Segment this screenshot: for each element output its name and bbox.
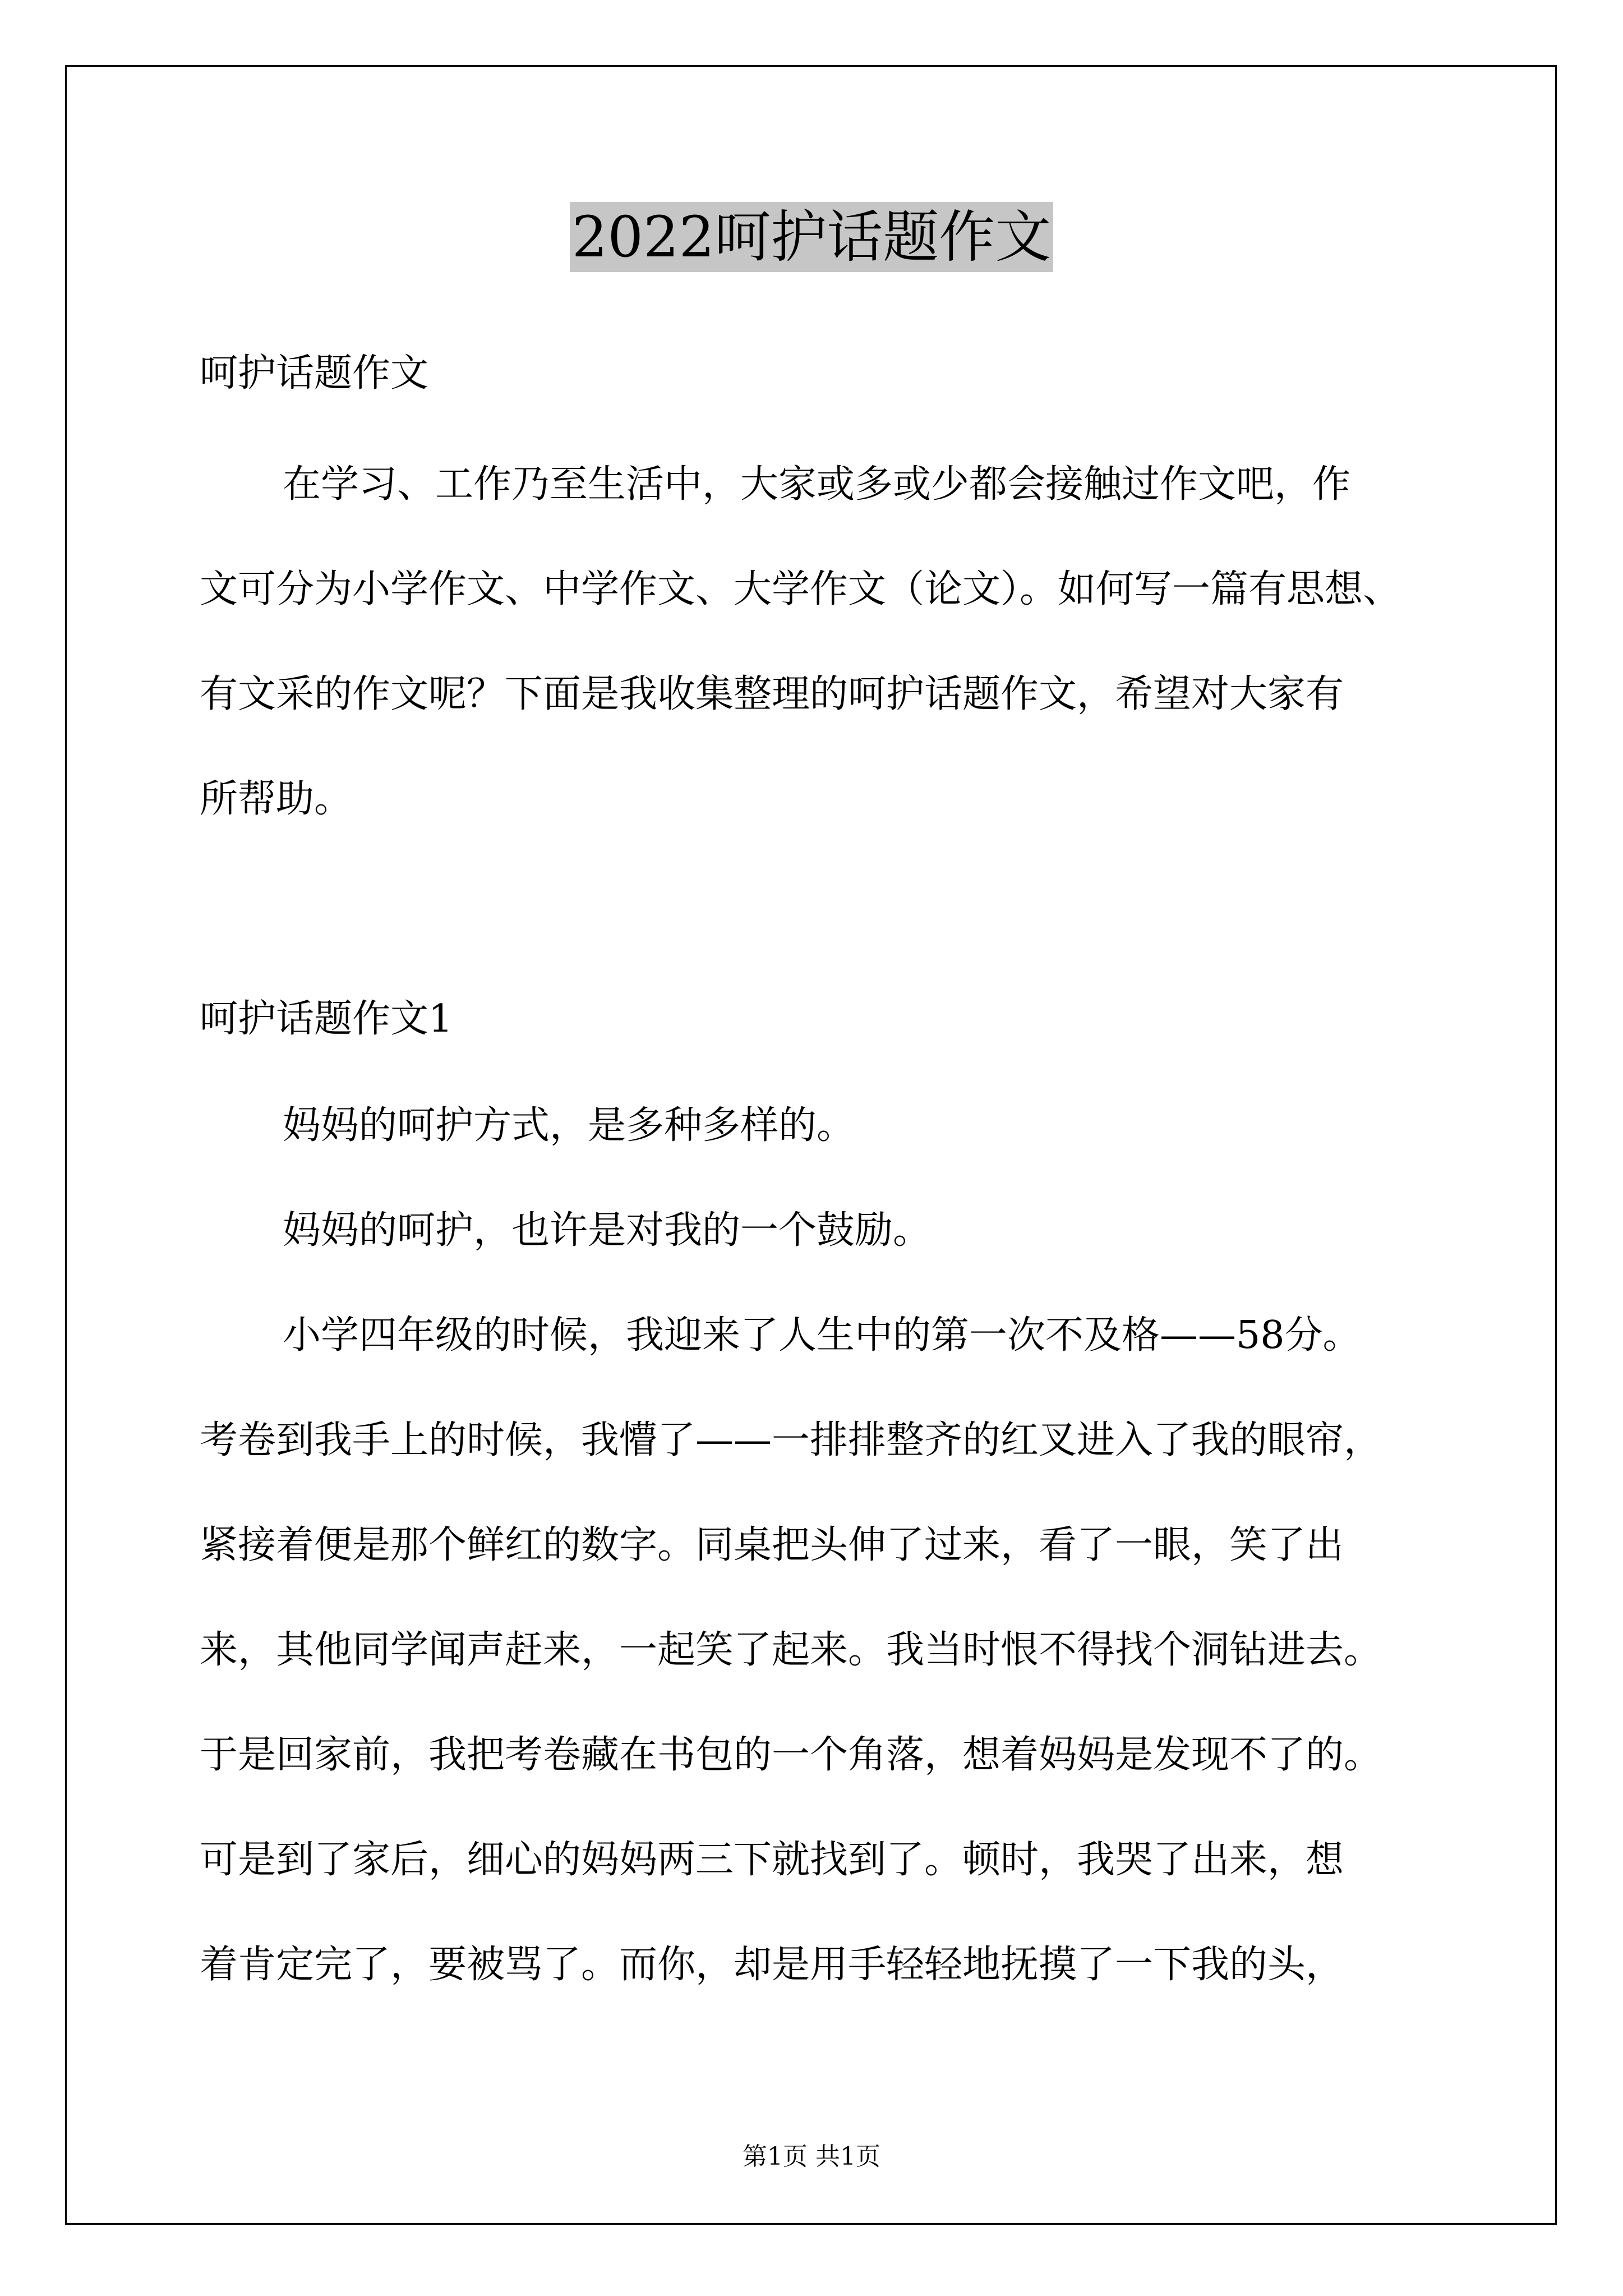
paragraph-line: 着肯定完了，要被骂了。而你，却是用手轻轻地抚摸了一下我的头， [200,1943,1344,1987]
paragraph-line: 考卷到我手上的时候，我懵了——一排排整齐的红叉进入了我的眼帘， [200,1418,1382,1462]
section-heading: 呵护话题作文1 [200,997,453,1041]
paragraph-line: 有文采的作文呢？下面是我收集整理的呵护话题作文，希望对大家有 [200,672,1344,716]
paragraph-line: 小学四年级的时候，我迎来了人生中的第一次不及格——58分。 [283,1313,1361,1358]
paragraph-line: 文可分为小学作文、中学作文、大学作文（论文）。如何写一篇有思想、 [200,567,1401,611]
paragraph-line: 妈妈的呵护方式，是多种多样的。 [283,1103,855,1148]
paragraph-line: 于是回家前，我把考卷藏在书包的一个角落，想着妈妈是发现不了的。 [200,1733,1382,1777]
section-heading: 呵护话题作文 [200,351,429,395]
title-container [0,202,1623,272]
paragraph-line: 可是到了家后，细心的妈妈两三下就找到了。顿时，我哭了出来，想 [200,1838,1344,1882]
page-footer: 第1页 共1页 [743,2142,880,2171]
document-title: 2022呵护话题作文 [570,202,1054,272]
paragraph-line: 紧接着便是那个鲜红的数字。同桌把头伸了过来，看了一眼，笑了出 [200,1523,1344,1567]
paragraph-line: 所帮助。 [200,777,353,821]
paragraph-line: 在学习、工作乃至生活中，大家或多或少都会接触过作文吧，作 [283,462,1351,507]
paragraph-line: 妈妈的呵护，也许是对我的一个鼓励。 [283,1208,932,1253]
paragraph-line: 来，其他同学闻声赶来，一起笑了起来。我当时恨不得找个洞钻进去。 [200,1628,1382,1672]
